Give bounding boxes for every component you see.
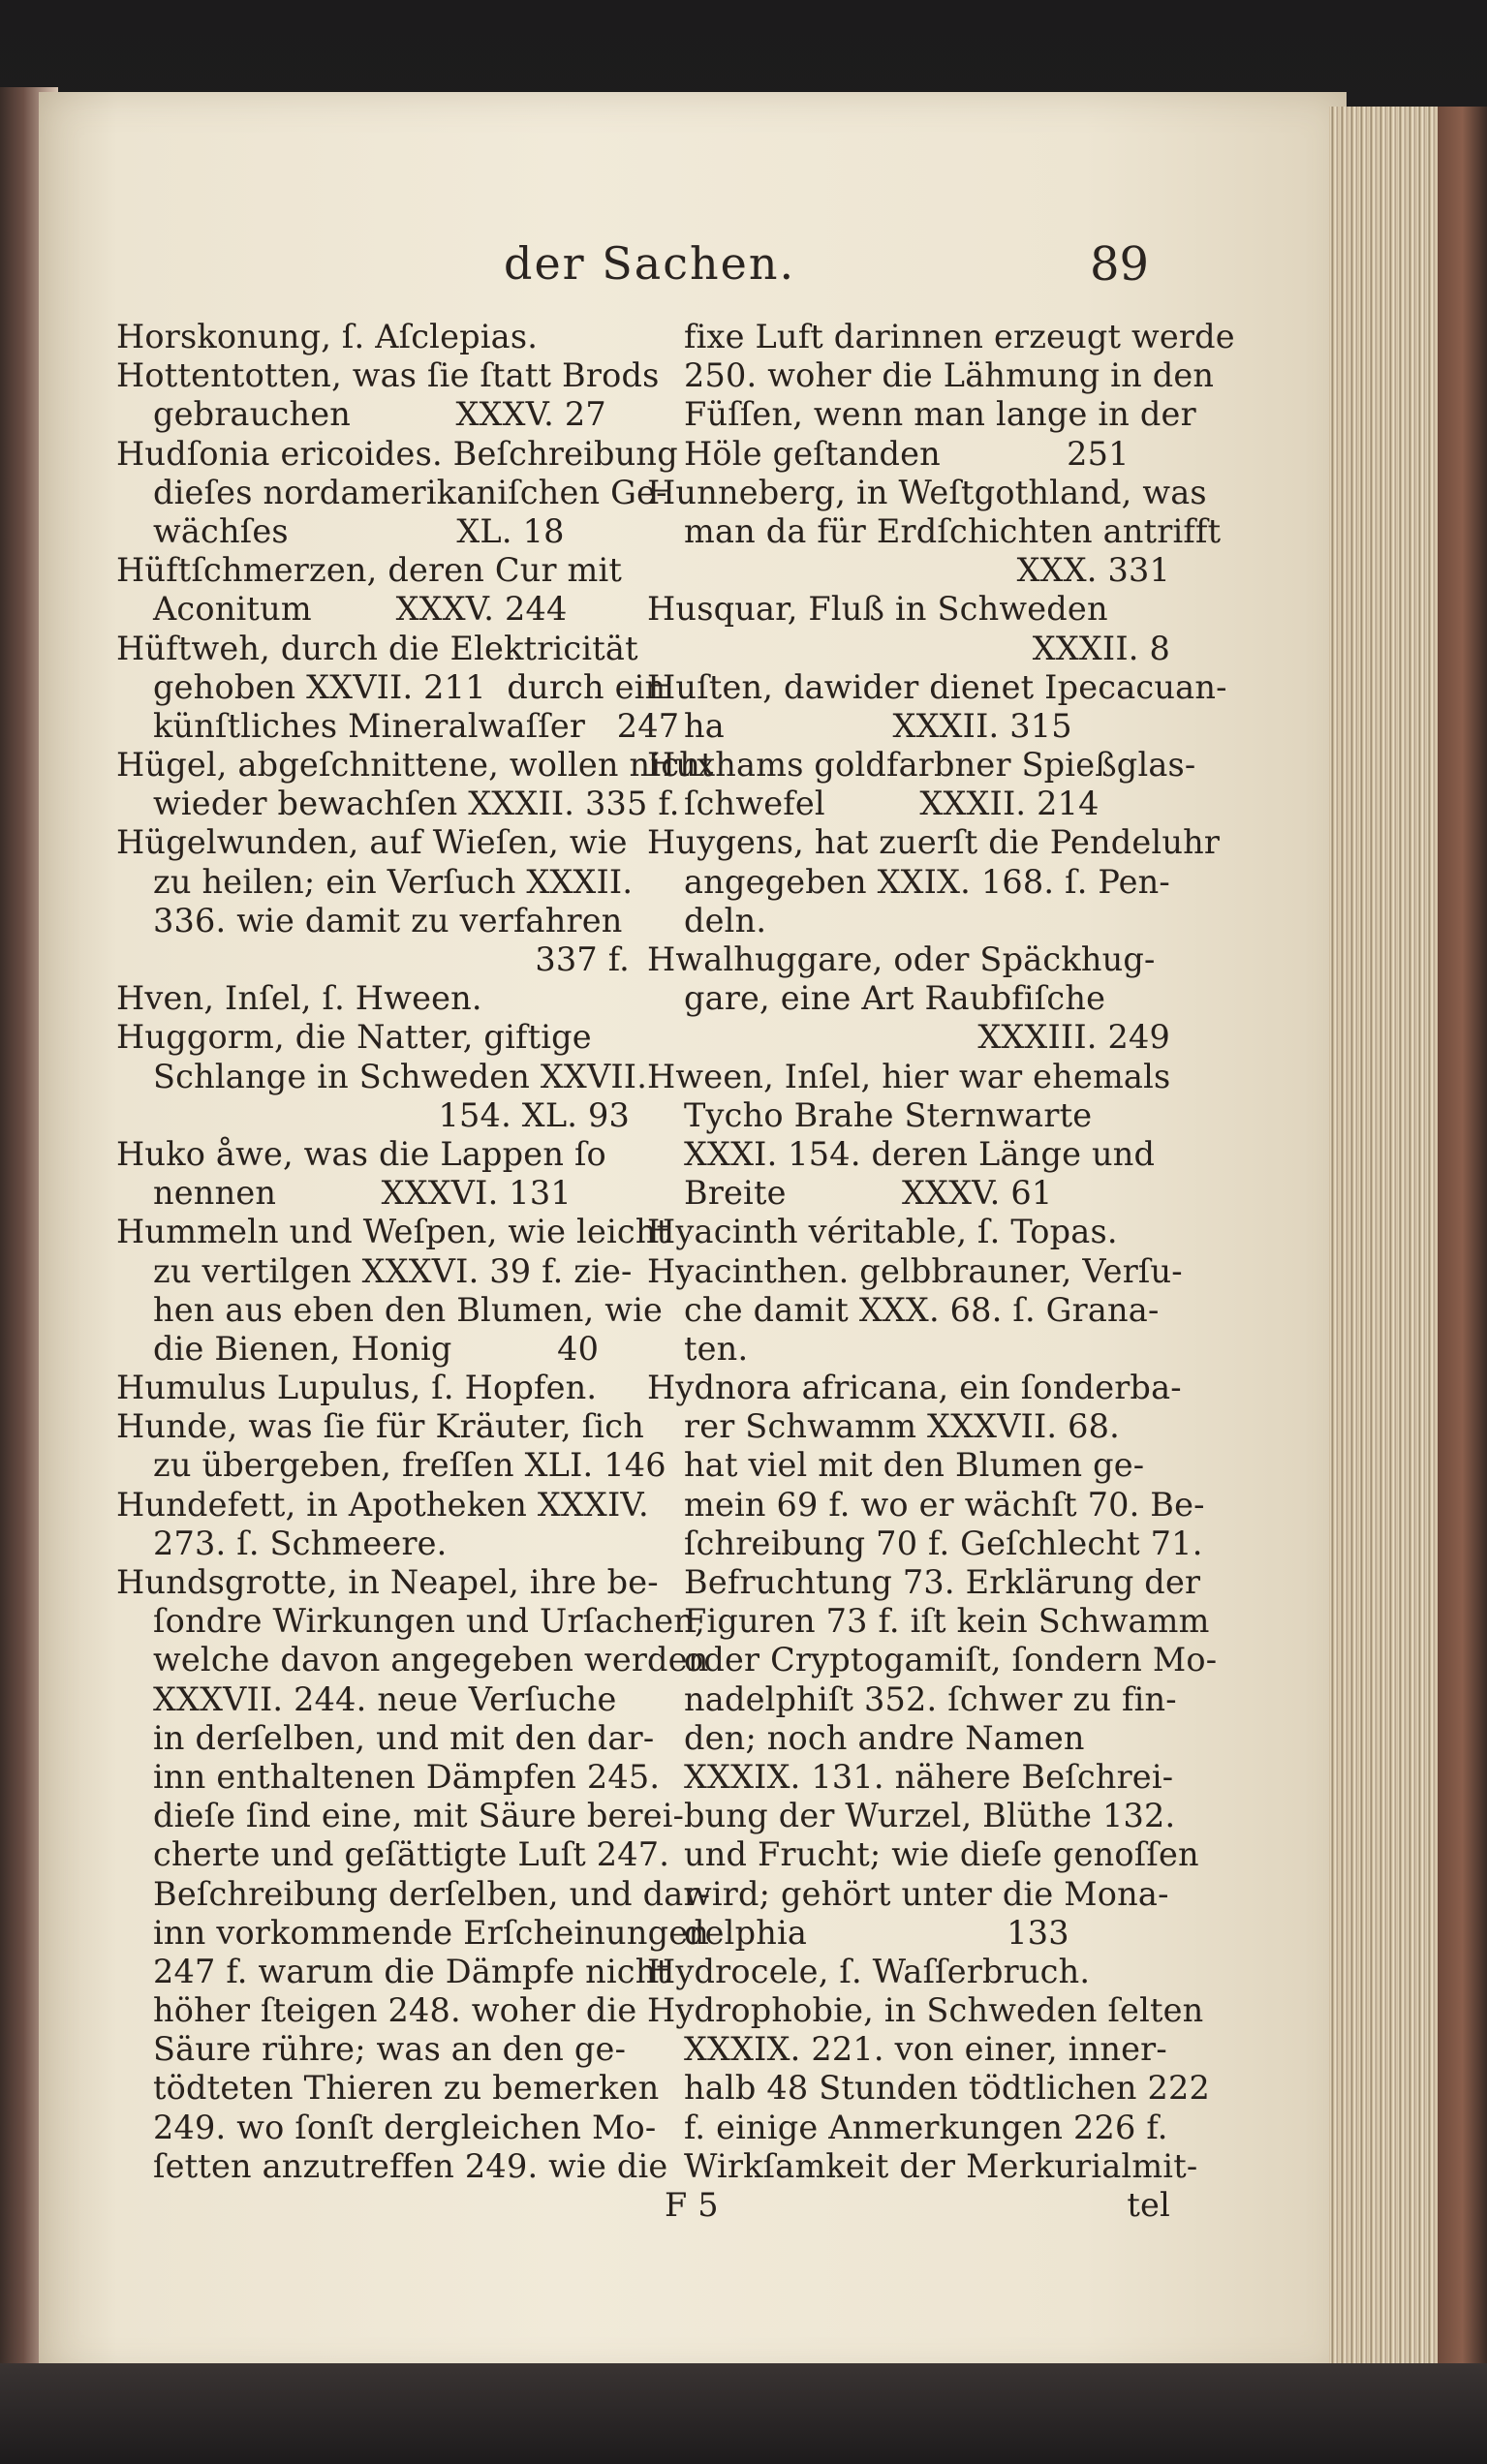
index-line: gebrauchen XXXV. 27 <box>153 395 606 434</box>
index-line: fixe Luft darinnen erzeugt werde <box>684 318 1235 355</box>
index-line: f. einige Anmerkungen 226 f. <box>684 2108 1168 2146</box>
index-line: Höle geſtanden 251 <box>684 434 1130 473</box>
index-line: 273. ſ. Schmeere. <box>153 1524 448 1562</box>
index-line: ſetten anzutreffen 249. wie die <box>153 2146 668 2185</box>
index-line: Hwalhuggare, oder Späckhug- <box>647 940 1156 978</box>
index-line: Hottentotten, was ſie ſtatt Brods <box>116 356 660 395</box>
index-line: Befruchtung 73. Erklärung der <box>684 1563 1201 1601</box>
index-line: wieder bewachſen XXXII. 335 f. <box>153 785 680 823</box>
index-line: 247 f. warum die Dämpfe nicht <box>153 1952 670 1990</box>
index-line: oder Cryptogamiſt, ſondern Mo- <box>684 1641 1218 1679</box>
index-line: Huſten, dawider dienet Ipecacuan- <box>647 667 1227 706</box>
index-line: Hunneberg, in Weſtgothland, was <box>647 473 1207 511</box>
index-line: ſchwefel XXXII. 214 <box>684 785 1100 823</box>
index-line: XXXIX. 131. nähere Beſchrei- <box>684 1757 1174 1796</box>
index-line: Tycho Brahe Sternwarte <box>684 1095 1093 1134</box>
index-line: Aconitum XXXV. 244 <box>153 590 568 629</box>
index-line: die Bienen, Honig 40 <box>153 1329 600 1368</box>
index-line: Hügel, abgeſchnittene, wollen nicht <box>116 746 714 785</box>
index-line: ſondre Wirkungen und Urſachen, <box>153 1602 705 1641</box>
index-line: XXX. 331 <box>1016 551 1170 590</box>
index-line: XXXI. 154. deren Länge und <box>684 1134 1156 1173</box>
index-line: Huggorm, die Natter, giftige <box>116 1018 592 1057</box>
index-line: tödteten Thieren zu bemerken <box>153 2069 660 2108</box>
index-line: gehoben XXVII. 211 durch ein <box>153 667 666 706</box>
index-line: Wirkſamkeit der Merkurialmit- <box>684 2146 1198 2185</box>
index-line: den; noch andre Namen <box>684 1718 1085 1757</box>
index-line: man da für Erdſchichten antrifft <box>684 511 1222 550</box>
right-cover-edge <box>1438 107 1487 2373</box>
index-line: Breite XXXV. 61 <box>684 1174 1053 1213</box>
index-line: Säure rühre; was an den ge- <box>153 2030 627 2069</box>
index-line: gare, eine Art Raubfiſche <box>684 979 1106 1018</box>
index-line: ha XXXII. 315 <box>684 706 1072 745</box>
index-line: und Frucht; wie dieſe genoſſen <box>684 1835 1199 1874</box>
index-line: Horskonung, ſ. Aſclepias. <box>116 318 539 355</box>
page-number: 89 <box>1090 237 1150 292</box>
index-line: Hyacinth véritable, ſ. Topas. <box>647 1213 1118 1251</box>
index-line: nennen XXXVI. 131 <box>153 1174 572 1213</box>
index-line: ſchreibung 70 f. Geſchlecht 71. <box>684 1524 1203 1562</box>
index-line: Beſchreibung derſelben, und dar- <box>153 1874 711 1913</box>
index-line: 249. wo ſonſt dergleichen Mo- <box>153 2108 657 2146</box>
index-line: bung der Wurzel, Blüthe 132. <box>684 1797 1176 1835</box>
index-line: welche davon angegeben werden <box>153 1641 709 1679</box>
index-line: Hween, Inſel, hier war ehemals <box>647 1057 1171 1095</box>
index-line: XXXVII. 244. neue Verſuche <box>153 1679 617 1718</box>
index-line: Humulus Lupulus, ſ. Hopfen. <box>116 1369 598 1407</box>
index-line: cherte und geſättigte Luſt 247. <box>153 1835 670 1874</box>
index-line: zu heilen; ein Verſuch XXXII. <box>153 862 634 901</box>
index-line: rer Schwamm XXXVII. 68. <box>684 1407 1120 1446</box>
index-line: ten. <box>684 1329 749 1368</box>
index-line: Husquar, Fluß in Schweden <box>647 590 1108 629</box>
index-line: nadelphiſt 352. ſchwer zu fin- <box>684 1679 1177 1718</box>
footer-line <box>647 2186 1170 2225</box>
index-line: Hven, Inſel, ſ. Hween. <box>116 979 482 1018</box>
index-line: Huko åwe, was die Lappen ſo <box>116 1134 606 1173</box>
index-line: Hydrophobie, in Schweden ſelten <box>647 1991 1204 2030</box>
index-line: Huygens, hat zuerſt die Pendeluhr <box>647 823 1221 862</box>
index-line: dieſes nordamerikaniſchen Ge- <box>153 473 667 511</box>
bottom-shadow <box>0 2363 1487 2464</box>
index-line: höher ſteigen 248. woher die <box>153 1991 637 2030</box>
page-block-edge <box>1329 107 1438 2373</box>
index-line: che damit XXX. 68. ſ. Grana- <box>684 1290 1160 1329</box>
index-line: Hundefett, in Apotheken XXXIV. <box>116 1485 649 1524</box>
index-line: wird; gehört unter die Mona- <box>684 1874 1169 1913</box>
index-line: dieſe ſind eine, mit Säure berei- <box>153 1797 685 1835</box>
signature-mark: F 5 <box>665 2186 719 2224</box>
index-line: Hummeln und Weſpen, wie leicht <box>116 1213 670 1251</box>
index-line: delphia 133 <box>684 1913 1069 1952</box>
index-line: Schlange in Schweden XXVII. <box>153 1057 648 1095</box>
index-line: Hudſonia ericoides. Beſchreibung <box>116 434 678 473</box>
index-line: Hunde, was ſie für Kräuter, ſich <box>116 1407 645 1446</box>
index-line: inn vorkommende Erſcheinungen <box>153 1913 710 1952</box>
index-line: Huxhams goldfarbner Spießglas- <box>647 746 1196 785</box>
index-line: Hydnora africana, ein ſonderba- <box>647 1369 1182 1407</box>
index-line: XXXIII. 249 <box>977 1018 1170 1057</box>
index-line: Füſſen, wenn man lange in der <box>684 395 1196 434</box>
index-line: angegeben XXIX. 168. ſ. Pen- <box>684 862 1170 901</box>
index-line: Hyacinthen. gelbbrauner, Verſu- <box>647 1251 1183 1290</box>
index-column-left <box>116 318 714 2186</box>
index-line: Hüftſchmerzen, deren Cur mit <box>116 551 623 590</box>
index-line: halb 48 Stunden tödtlichen 222 <box>684 2069 1210 2108</box>
index-line: Hydrocele, ſ. Waſſerbruch. <box>647 1952 1091 1990</box>
index-line: 336. wie damit zu verfahren <box>153 901 623 939</box>
index-line: 154. XL. 93 <box>438 1095 630 1134</box>
catchword: tel <box>1127 2186 1170 2224</box>
running-head: der Sachen. <box>504 237 796 290</box>
index-line: 250. woher die Lähmung in den <box>684 356 1215 395</box>
index-line: inn enthaltenen Dämpfen 245. <box>153 1757 661 1796</box>
index-line: hat viel mit den Blumen ge- <box>684 1446 1145 1485</box>
index-line: 337 f. <box>535 940 630 978</box>
index-line: wächſes XL. 18 <box>153 511 565 550</box>
index-line: künſtliches Mineralwaſſer 247 <box>153 706 680 745</box>
index-line: XXXII. 8 <box>1032 629 1170 667</box>
index-line: Hüftweh, durch die Elektricität <box>116 629 638 667</box>
index-line: mein 69 f. wo er wächſt 70. Be- <box>684 1485 1205 1524</box>
index-line: in derſelben, und mit den dar- <box>153 1718 655 1757</box>
index-column-right <box>647 318 1235 2225</box>
index-line: hen aus eben den Blumen, wie <box>153 1290 664 1329</box>
index-line: Figuren 73 f. iſt kein Schwamm <box>684 1602 1210 1641</box>
index-line: XXXIX. 221. von einer, inner- <box>684 2030 1167 2069</box>
index-line: zu vertilgen XXXVI. 39 f. zie- <box>153 1251 633 1290</box>
index-line: zu übergeben, freſſen XLI. 146 <box>153 1446 666 1485</box>
index-line: Hundsgrotte, in Neapel, ihre be- <box>116 1563 659 1601</box>
index-line: Hügelwunden, auf Wieſen, wie <box>116 823 628 862</box>
index-line: deln. <box>684 901 767 939</box>
